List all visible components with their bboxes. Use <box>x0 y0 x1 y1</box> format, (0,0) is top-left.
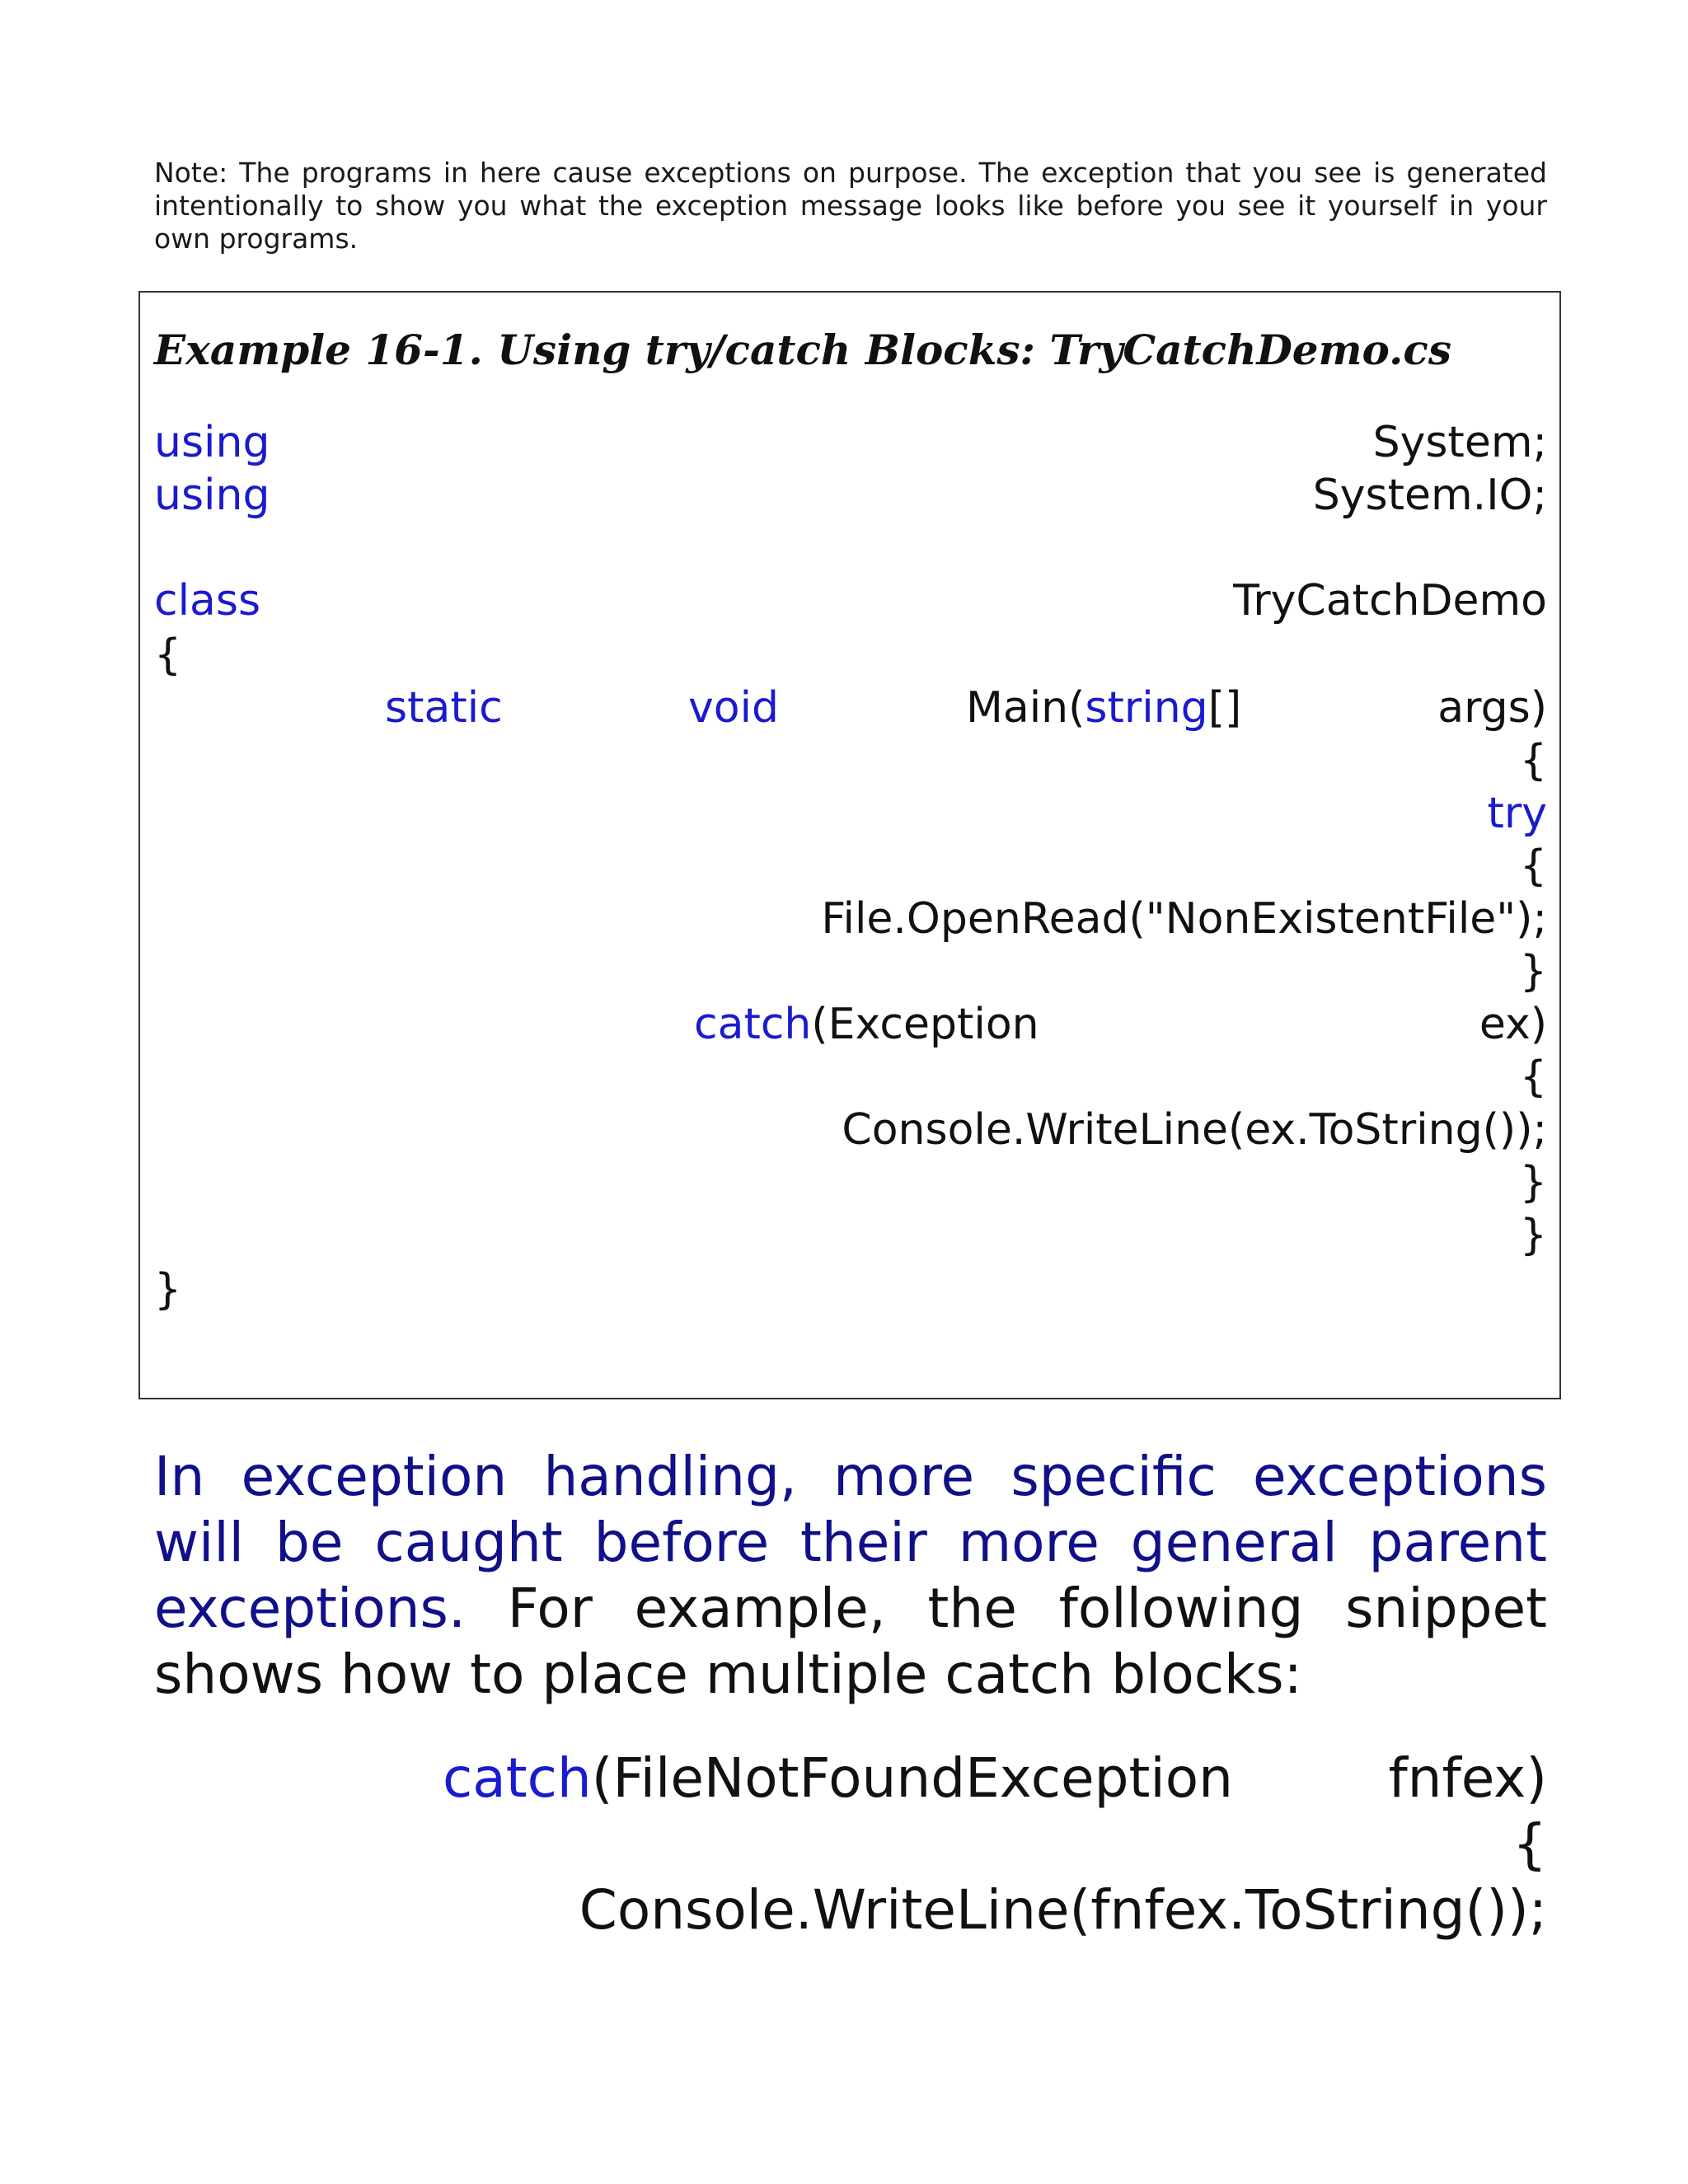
code-line-brace <box>154 945 1547 998</box>
snippet-catch-clause <box>443 1746 1233 1811</box>
code-line-brace <box>154 840 1547 893</box>
brace: { <box>154 630 182 680</box>
brace: { <box>1512 1812 1547 1876</box>
code-line-close-brace <box>154 1263 1547 1316</box>
paragraph-rest: For example, the following snippet shows how to place multiple catch blocks: <box>154 1577 1547 1706</box>
code-line-using-system <box>154 416 1547 469</box>
body-paragraph <box>154 1444 1547 1708</box>
keyword-try: try <box>1487 789 1547 838</box>
snippet-write-line-call: Console.WriteLine(fnfex.ToString()); <box>579 1878 1547 1942</box>
example-title: Example 16-1. Using try/catch Blocks: TryCatchDemo.cs <box>154 326 1451 374</box>
code-line-class <box>154 574 1547 627</box>
file-open-read-call: File.OpenRead("NonExistentFile"); <box>821 894 1547 944</box>
code-line-main <box>154 682 1547 734</box>
snippet-line-write-line <box>154 1877 1547 1943</box>
class-name: TryCatchDemo <box>1233 576 1547 626</box>
keyword-class: class <box>154 576 261 626</box>
note-text: Note: The programs in here cause exceptions on purpose. The exception that you see is generated intentionally to show you what the exception message looks like before you see it yourself in your own programs. <box>154 157 1547 255</box>
keyword-static: static <box>385 683 503 733</box>
highlighted-sentence: In exception handling, more specific exceptions will be caught before their more general parent exceptions. <box>154 1445 1547 1640</box>
brace: } <box>1519 947 1547 996</box>
keyword-using: using <box>154 471 270 520</box>
code-line-open-brace <box>154 629 1547 682</box>
main-prefix: Main( <box>966 683 1085 733</box>
catch-variable: ex) <box>1479 1000 1547 1049</box>
code-line-catch <box>154 998 1547 1051</box>
namespace-system: System; <box>1372 418 1547 467</box>
code-line-brace <box>154 1051 1547 1104</box>
brace: } <box>1519 1158 1547 1207</box>
code-line-brace <box>154 734 1547 787</box>
snippet-line-catch <box>154 1746 1547 1811</box>
code-line-open-read <box>154 893 1547 945</box>
main-args: args) <box>1437 683 1547 733</box>
main-bracket: [] <box>1207 683 1242 733</box>
keyword-catch: catch <box>443 1746 592 1810</box>
catch-type: (Exception <box>811 1000 1039 1049</box>
snippet-catch-variable: fnfex) <box>1388 1746 1547 1810</box>
code-line-write-line <box>154 1104 1547 1156</box>
snippet-line-brace <box>154 1811 1547 1877</box>
code-line-try <box>154 787 1547 840</box>
keyword-using: using <box>154 418 270 467</box>
keyword-catch: catch <box>694 1000 812 1049</box>
code-line-brace <box>154 1209 1547 1262</box>
console-write-line-call: Console.WriteLine(ex.ToString()); <box>842 1105 1547 1155</box>
code-line-using-system-io <box>154 469 1547 522</box>
catch-clause <box>694 998 1039 1051</box>
brace: { <box>1519 1052 1547 1102</box>
brace: { <box>1519 736 1547 785</box>
snippet-catch-type: (FileNotFoundException <box>591 1746 1233 1810</box>
keyword-string: string <box>1085 683 1208 733</box>
namespace-system-io: System.IO; <box>1312 471 1547 520</box>
keyword-void: void <box>688 683 780 733</box>
code-line-brace <box>154 1156 1547 1209</box>
brace: } <box>154 1265 182 1315</box>
brace: { <box>1519 841 1547 891</box>
main-signature <box>966 682 1241 734</box>
brace: } <box>1519 1211 1547 1260</box>
